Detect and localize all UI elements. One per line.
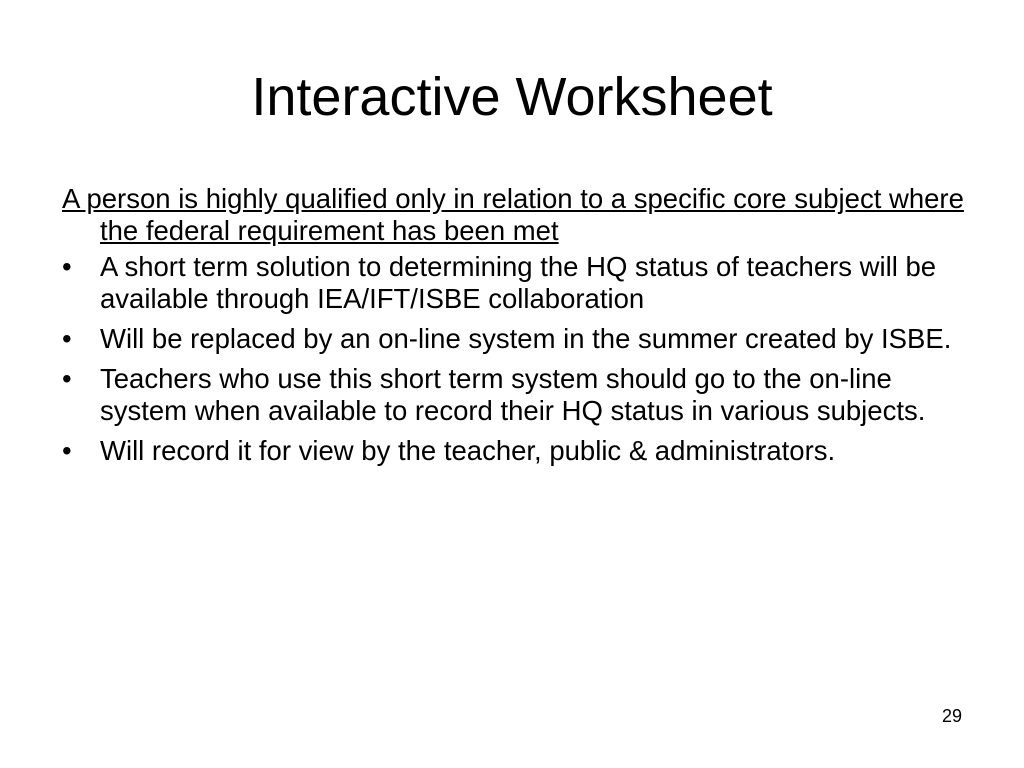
list-item [62, 363, 972, 427]
bullet-text: Teachers who use this short term system should go to the on-line system when available to record their HQ status in various subjects. [100, 363, 926, 426]
bullet-icon: • [62, 251, 72, 282]
slide-title: Interactive Worksheet [251, 67, 773, 127]
page-number: 29 [941, 706, 962, 726]
list-item [62, 435, 972, 467]
slide-body [62, 183, 972, 475]
lead-statement: A person is highly qualified only in relation to a specific core subject where the federal requirement has been met [62, 183, 964, 246]
bullet-text: Will record it for view by the teacher, public & administrators. [100, 435, 836, 466]
bullet-text: Will be replaced by an on-line system in the summer created by ISBE. [100, 323, 952, 354]
bullet-list [62, 251, 972, 467]
list-item [62, 251, 972, 315]
bullet-icon: • [62, 363, 72, 394]
bullet-icon: • [62, 435, 72, 466]
list-item [62, 323, 972, 355]
bullet-icon: • [62, 323, 72, 354]
bullet-text: A short term solution to determining the HQ status of teachers will be available through IEA/IFT/ISBE collaboration [100, 251, 937, 314]
